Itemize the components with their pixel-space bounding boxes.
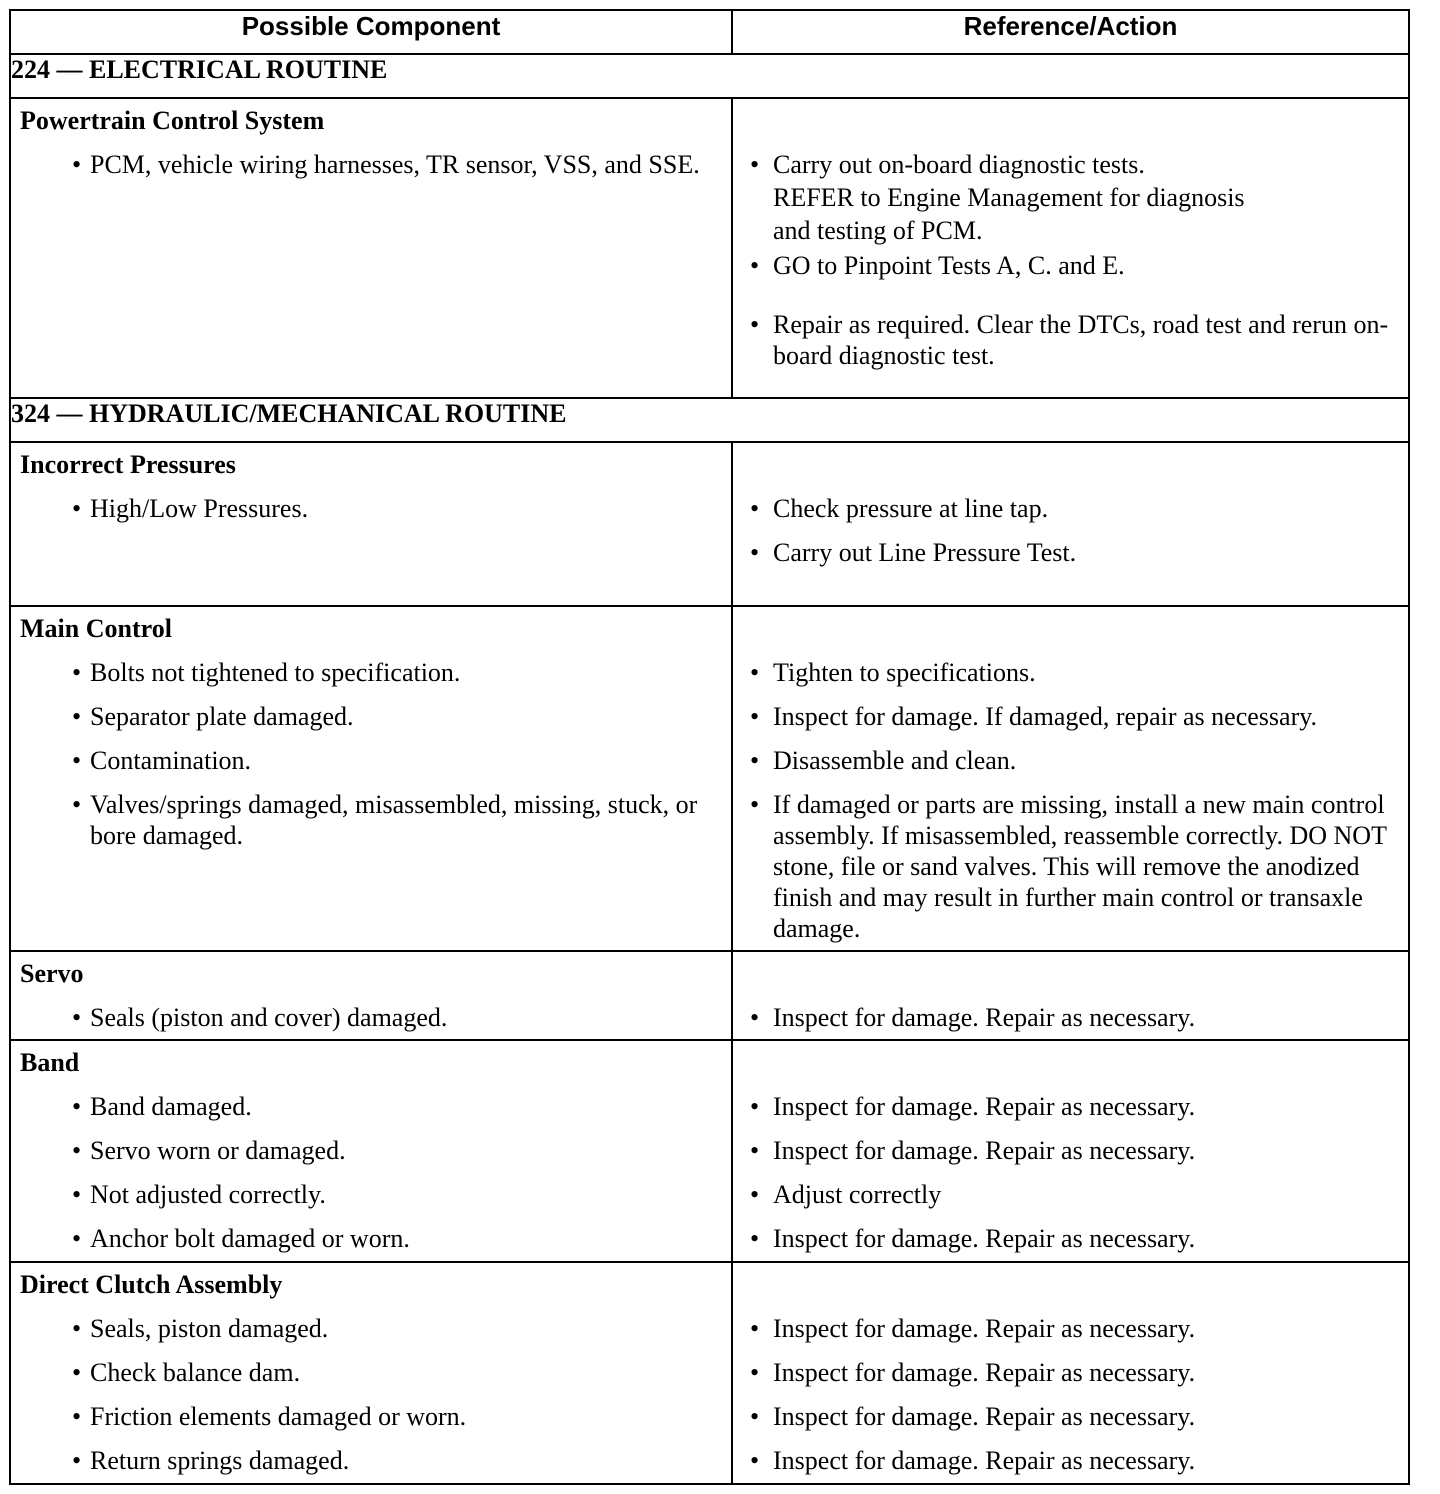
action-cell	[732, 442, 1409, 606]
list-item: • Inspect for damage. Repair as necessary.	[747, 1135, 1394, 1166]
list-item: • Check pressure at line tap.	[747, 493, 1394, 524]
list-item: • Tighten to specifications.	[747, 657, 1394, 688]
group-title: Main Control	[20, 614, 172, 643]
list-item: • Band damaged.	[20, 1091, 717, 1122]
list-item: • Inspect for damage. Repair as necessary.	[747, 1002, 1394, 1033]
list-item: • Inspect for damage. Repair as necessary.	[747, 1223, 1394, 1254]
list-item: • Inspect for damage. Repair as necessary.	[747, 1401, 1394, 1432]
list-item: • PCM, vehicle wiring harnesses, TR sensor, VSS, and SSE.	[20, 149, 717, 180]
list-item: • Valves/springs damaged, misassembled, missing, stuck, or bore damaged.	[20, 789, 717, 851]
action-cell	[732, 1262, 1409, 1484]
diagnosis-table	[9, 9, 1410, 1485]
action-line: and testing of PCM.	[773, 216, 983, 245]
group-row-band	[10, 1040, 1409, 1262]
list-item: • Friction elements damaged or worn.	[20, 1401, 717, 1432]
list-item: • Inspect for damage. Repair as necessary.	[747, 1313, 1394, 1344]
group-title: Powertrain Control System	[20, 106, 325, 135]
list-item: • Inspect for damage. Repair as necessary.	[747, 1091, 1394, 1122]
list-item: • If damaged or parts are missing, install a new main control assembly. If misassembled, reassemble correctly. DO NOT stone, file or sand valves. This will remove the anodized finish and may result in further main control or transaxle damage.	[747, 789, 1394, 944]
list-item: • Separator plate damaged.	[20, 701, 717, 732]
list-item: • Inspect for damage. If damaged, repair as necessary.	[747, 701, 1394, 732]
action-list	[747, 149, 1394, 371]
routine-row-224	[10, 54, 1409, 98]
component-list	[20, 149, 717, 180]
routine-title-324: 324 — HYDRAULIC/MECHANICAL ROUTINE	[10, 398, 1409, 442]
component-list	[20, 1002, 717, 1033]
list-item: • Seals, piston damaged.	[20, 1313, 717, 1344]
component-cell	[10, 1040, 732, 1262]
component-list	[20, 1313, 717, 1476]
group-row-pressures	[10, 442, 1409, 606]
group-title: Incorrect Pressures	[20, 450, 236, 479]
list-item: • Adjust correctly	[747, 1179, 1394, 1210]
list-item: • Not adjusted correctly.	[20, 1179, 717, 1210]
list-item: • Bolts not tightened to specification.	[20, 657, 717, 688]
routine-title-224: 224 — ELECTRICAL ROUTINE	[10, 54, 1409, 98]
list-item: • Seals (piston and cover) damaged.	[20, 1002, 717, 1033]
list-item: • Anchor bolt damaged or worn.	[20, 1223, 717, 1254]
group-row-main-control	[10, 606, 1409, 951]
component-cell	[10, 98, 732, 398]
list-item: • Inspect for damage. Repair as necessary.	[747, 1445, 1394, 1476]
list-item: • Check balance dam.	[20, 1357, 717, 1388]
group-row-servo	[10, 951, 1409, 1040]
list-item: • Carry out Line Pressure Test.	[747, 537, 1394, 568]
component-list	[20, 1091, 717, 1254]
action-list	[747, 657, 1394, 944]
list-item: • Return springs damaged.	[20, 1445, 717, 1476]
list-item: • High/Low Pressures.	[20, 493, 717, 524]
routine-row-324	[10, 398, 1409, 442]
action-cell	[732, 1040, 1409, 1262]
column-header-action: Reference/Action	[732, 10, 1409, 54]
list-item: • Inspect for damage. Repair as necessary.	[747, 1357, 1394, 1388]
list-item: • GO to Pinpoint Tests A, C. and E.	[747, 250, 1394, 281]
column-header-component: Possible Component	[10, 10, 732, 54]
list-item: • Repair as required. Clear the DTCs, road test and rerun on-board diagnostic test.	[747, 309, 1394, 371]
action-cell	[732, 606, 1409, 951]
action-list	[747, 493, 1394, 568]
list-item	[747, 149, 1394, 246]
component-cell	[10, 1262, 732, 1484]
component-list	[20, 657, 717, 851]
group-title: Servo	[20, 959, 84, 988]
action-cell	[732, 98, 1409, 398]
action-line: • Carry out on-board diagnostic tests.	[773, 150, 1145, 179]
action-list	[747, 1091, 1394, 1254]
action-line: REFER to Engine Management for diagnosis	[773, 183, 1245, 212]
component-cell	[10, 606, 732, 951]
component-cell	[10, 442, 732, 606]
list-item: • Disassemble and clean.	[747, 745, 1394, 776]
header-row	[10, 10, 1409, 54]
list-item: • Contamination.	[20, 745, 717, 776]
component-cell	[10, 951, 732, 1040]
action-cell	[732, 951, 1409, 1040]
component-list	[20, 493, 717, 524]
group-title: Direct Clutch Assembly	[20, 1270, 283, 1299]
group-title: Band	[20, 1048, 80, 1077]
list-item: • Servo worn or damaged.	[20, 1135, 717, 1166]
action-list	[747, 1002, 1394, 1033]
group-row-powertrain	[10, 98, 1409, 398]
group-row-direct-clutch	[10, 1262, 1409, 1484]
action-list	[747, 1313, 1394, 1476]
